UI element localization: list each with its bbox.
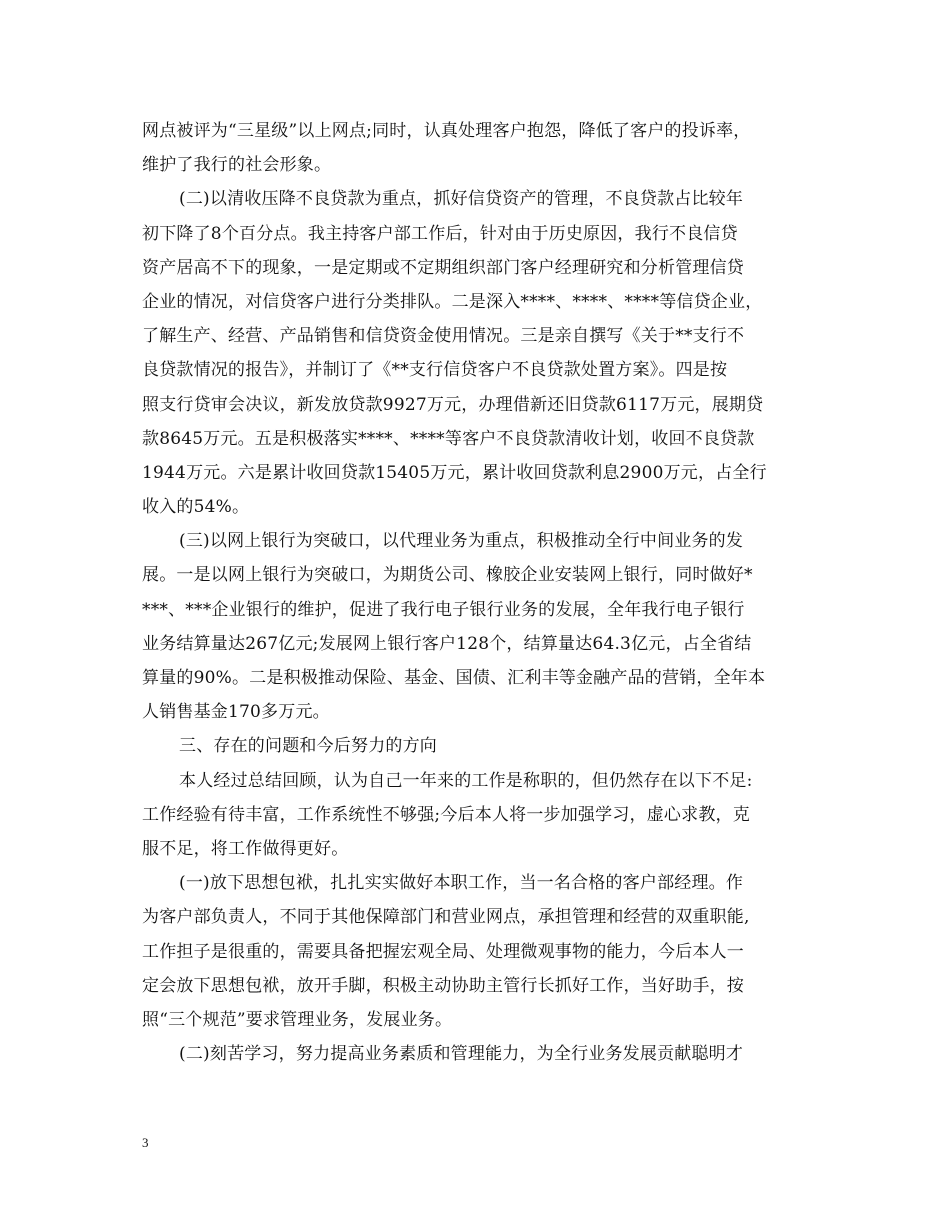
text-line: 良贷款情况的报告》，并制订了《**支行信贷客户不良贷款处置方案》。四是按 bbox=[142, 360, 728, 381]
text-line: 1944万元。六是累计收回贷款15405万元，累计收回贷款利息2900万元，占全行 bbox=[142, 462, 767, 483]
text-line: 照支行贷审会决议，新发放贷款9927万元，办理借新还旧贷款6117万元，展期贷 bbox=[142, 394, 764, 415]
paragraph-start-line: (二)以清收压降不良贷款为重点，抓好信贷资产的管理，不良贷款占比较年 bbox=[179, 189, 744, 210]
text-line: 了解生产、经营、产品销售和信贷资金使用情况。三是亲自撰写《关于**支行不 bbox=[142, 326, 745, 347]
text-line: 维护了我行的社会形象。 bbox=[142, 155, 332, 176]
text-line: 人销售基金170多万元。 bbox=[142, 702, 330, 723]
text-line: 网点被评为“三星级”以上网点;同时，认真处理客户抱怨，降低了客户的投诉率， bbox=[142, 121, 751, 141]
text-line: 初下降了8个百分点。我主持客户部工作后，针对由于历史原因，我行不良信贷 bbox=[142, 223, 738, 244]
text-line: 为客户部负责人，不同于其他保障部门和营业网点，承担管理和经营的双重职能, bbox=[142, 907, 750, 928]
text-line: 收入的54%。 bbox=[142, 497, 250, 518]
section-heading: 三、存在的问题和今后努力的方向 bbox=[179, 736, 437, 757]
paragraph-start-line: (二)刻苦学习，努力提高业务素质和管理能力，为全行业务发展贡献聪明才 bbox=[179, 1044, 744, 1065]
text-line: 工作担子是很重的，需要具备把握宏观全局、处理微观事物的能力，今后本人一 bbox=[142, 941, 744, 962]
text-line: ***、***企业银行的维护，促进了我行电子银行业务的发展，全年我行电子银行 bbox=[142, 599, 745, 620]
text-line: 服不足，将工作做得更好。 bbox=[142, 838, 349, 859]
page-number: 3 bbox=[142, 1135, 149, 1150]
text-line: 展。一是以网上银行为突破口，为期货公司、橡胶企业安装网上银行，同时做好* bbox=[142, 565, 753, 586]
text-line: 业务结算量达267亿元;发展网上银行客户128个，结算量达64.3亿元，占全省结 bbox=[142, 633, 752, 654]
text-line: 照“三个规范”要求管理业务，发展业务。 bbox=[142, 1009, 453, 1030]
text-line: 算量的90%。二是积极推动保险、基金、国债、汇利丰等金融产品的营销，全年本 bbox=[142, 668, 766, 688]
text-line: 工作经验有待丰富，工作系统性不够强;今后本人将一步加强学习，虚心求教，克 bbox=[142, 804, 750, 825]
paragraph-start-line: (三)以网上银行为突破口，以代理业务为重点，积极推动全行中间业务的发 bbox=[179, 531, 744, 552]
text-line: 定会放下思想包袱，放开手脚，积极主动协助主管行长抓好工作，当好助手，按 bbox=[142, 975, 744, 996]
paragraph-start-line: 本人经过总结回顾，认为自己一年来的工作是称职的，但仍然存在以下不足: bbox=[179, 770, 753, 791]
document-body bbox=[142, 114, 812, 1071]
text-line: 企业的情况，对信贷客户进行分类排队。二是深入****、****、****等信贷企业， bbox=[142, 291, 763, 312]
paragraph-start-line: (一)放下思想包袱，扎扎实实做好本职工作，当一名合格的客户部经理。作 bbox=[179, 873, 744, 894]
text-line: 款8645万元。五是积极落实****、****等客户不良贷款清收计划，收回不良贷款 bbox=[142, 428, 755, 449]
text-line: 资产居高不下的现象，一是定期或不定期组织部门客户经理研究和分析管理信贷 bbox=[142, 257, 744, 278]
